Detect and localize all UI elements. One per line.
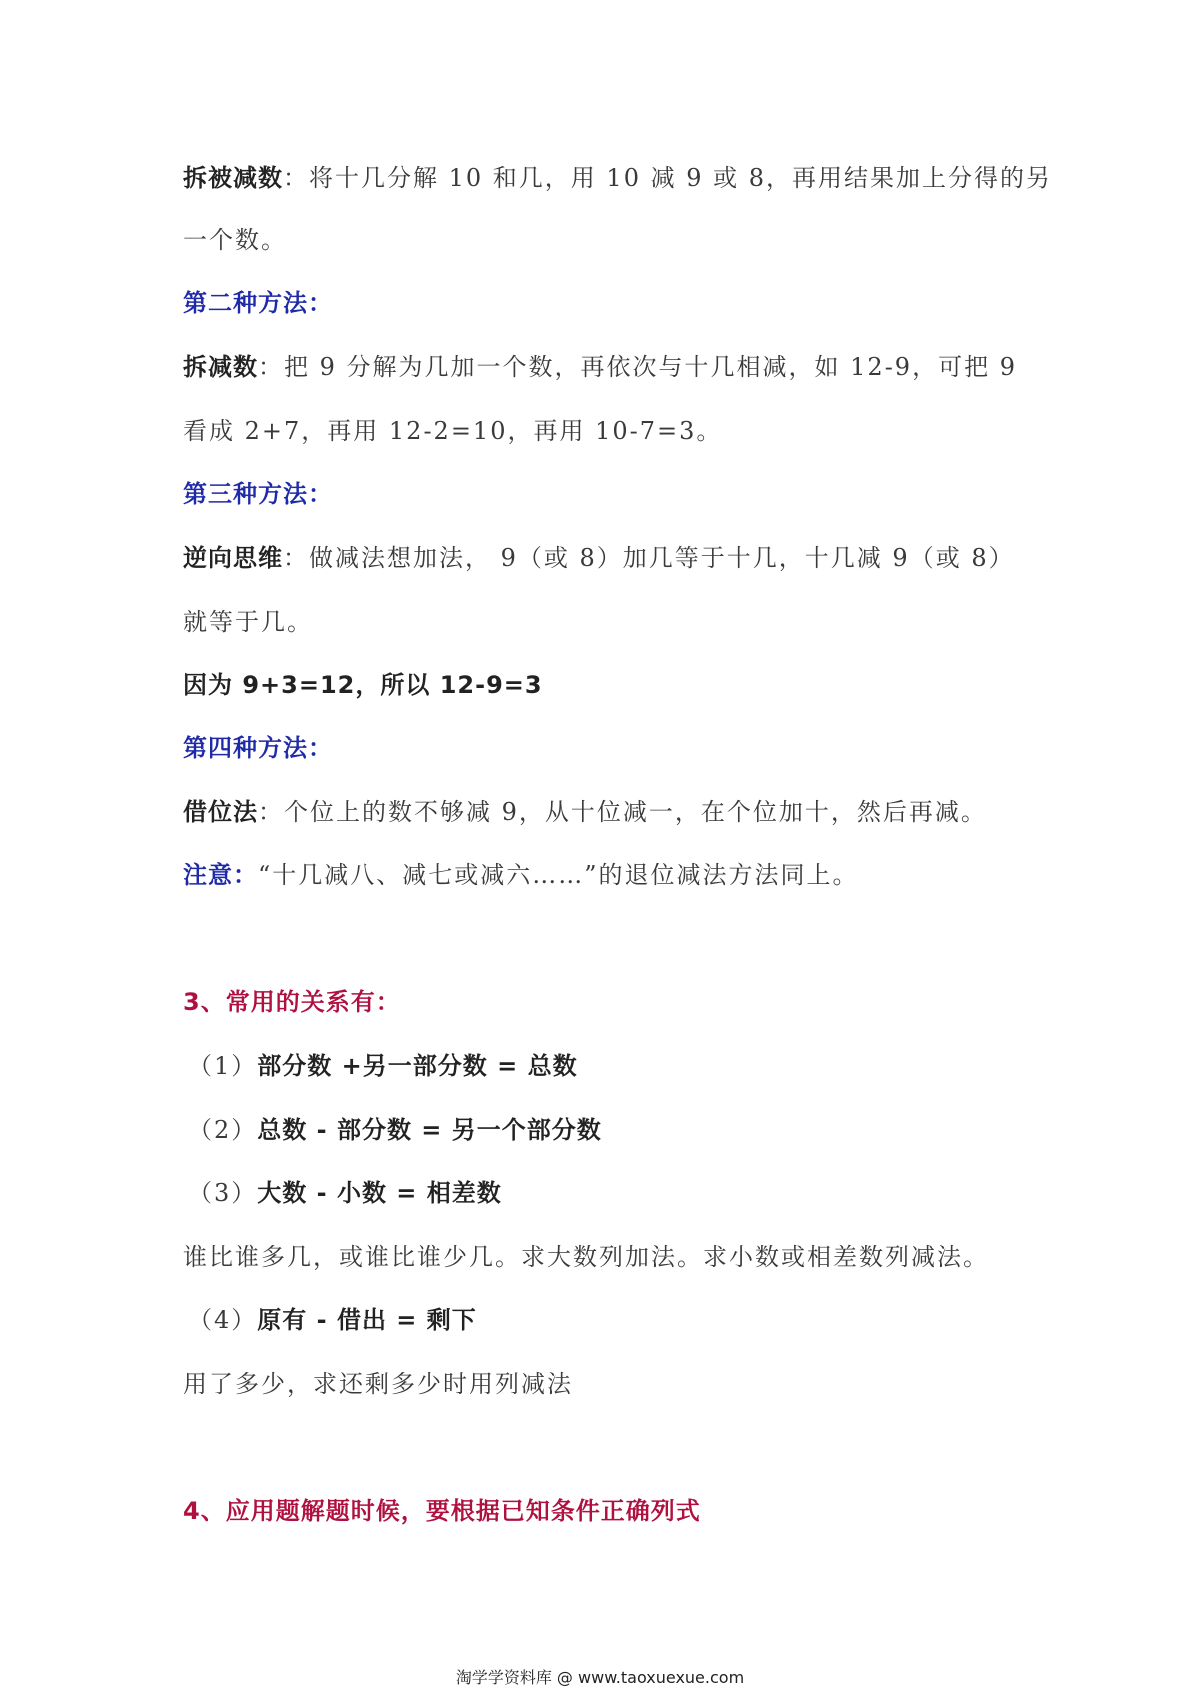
relation-formula: 大数 - 小数 = 相差数 [257, 1179, 502, 1207]
relation-item-1 [188, 1049, 578, 1083]
relation-note-3: 谁比谁多几，或谁比谁少几。求大数列加法。求小数或相差数列减法。 [183, 1243, 989, 1271]
relation-note-4: 用了多少，求还剩多少时用列减法 [183, 1370, 573, 1398]
method4-line [183, 795, 987, 829]
method2-heading: 第二种方法： [183, 289, 333, 317]
relation-formula: 部分数 +另一部分数 = 总数 [257, 1052, 578, 1080]
method3-text: ：做减法想加法， 9（或 8）加几等于十几，十几减 9（或 8） [283, 544, 1015, 572]
relation-formula: 总数 - 部分数 = 另一个部分数 [257, 1116, 602, 1144]
method1-line1 [183, 161, 1052, 195]
method1-line2: 一个数。 [183, 226, 287, 254]
relation-num: （1） [188, 1052, 258, 1080]
method3-line2: 就等于几。 [183, 608, 313, 636]
note-line [183, 858, 859, 892]
method4-text: ：个位上的数不够减 9，从十位减一，在个位加十，然后再减。 [258, 798, 987, 826]
method4-label: 借位法 [183, 798, 258, 826]
relation-formula: 原有 - 借出 = 剩下 [257, 1306, 477, 1334]
method2-text: ：把 9 分解为几加一个数，再依次与十几相减，如 12-9，可把 9 [258, 353, 1017, 381]
method3-line1 [183, 541, 1015, 575]
relation-num: （2） [188, 1116, 258, 1144]
note-label: 注意： [183, 861, 258, 889]
relation-item-2 [188, 1113, 602, 1147]
section3-heading: 3、常用的关系有： [183, 988, 401, 1016]
method1-label: 拆被减数 [183, 164, 283, 192]
method2-line2: 看成 2+7，再用 12-2=10，再用 10-7=3。 [183, 417, 723, 445]
section4-heading: 4、应用题解题时候，要根据已知条件正确列式 [183, 1497, 701, 1525]
method2-label: 拆减数 [183, 353, 258, 381]
method3-label: 逆向思维 [183, 544, 283, 572]
note-text: “十几减八、减七或减六……”的退位减法方法同上。 [258, 861, 859, 889]
relation-item-3 [188, 1176, 502, 1210]
relation-num: （4） [188, 1306, 258, 1334]
method4-heading: 第四种方法： [183, 734, 333, 762]
footer-watermark: 淘学学资料库 @ www.taoxuexue.com [455, 1668, 745, 1687]
method3-heading: 第三种方法： [183, 480, 333, 508]
relation-num: （3） [188, 1179, 258, 1207]
relation-item-4 [188, 1303, 477, 1337]
method1-text: ：将十几分解 10 和几，用 10 减 9 或 8，再用结果加上分得的另 [283, 164, 1053, 192]
method2-line1 [183, 350, 1017, 384]
method3-example: 因为 9+3=12，所以 12-9=3 [183, 671, 543, 699]
